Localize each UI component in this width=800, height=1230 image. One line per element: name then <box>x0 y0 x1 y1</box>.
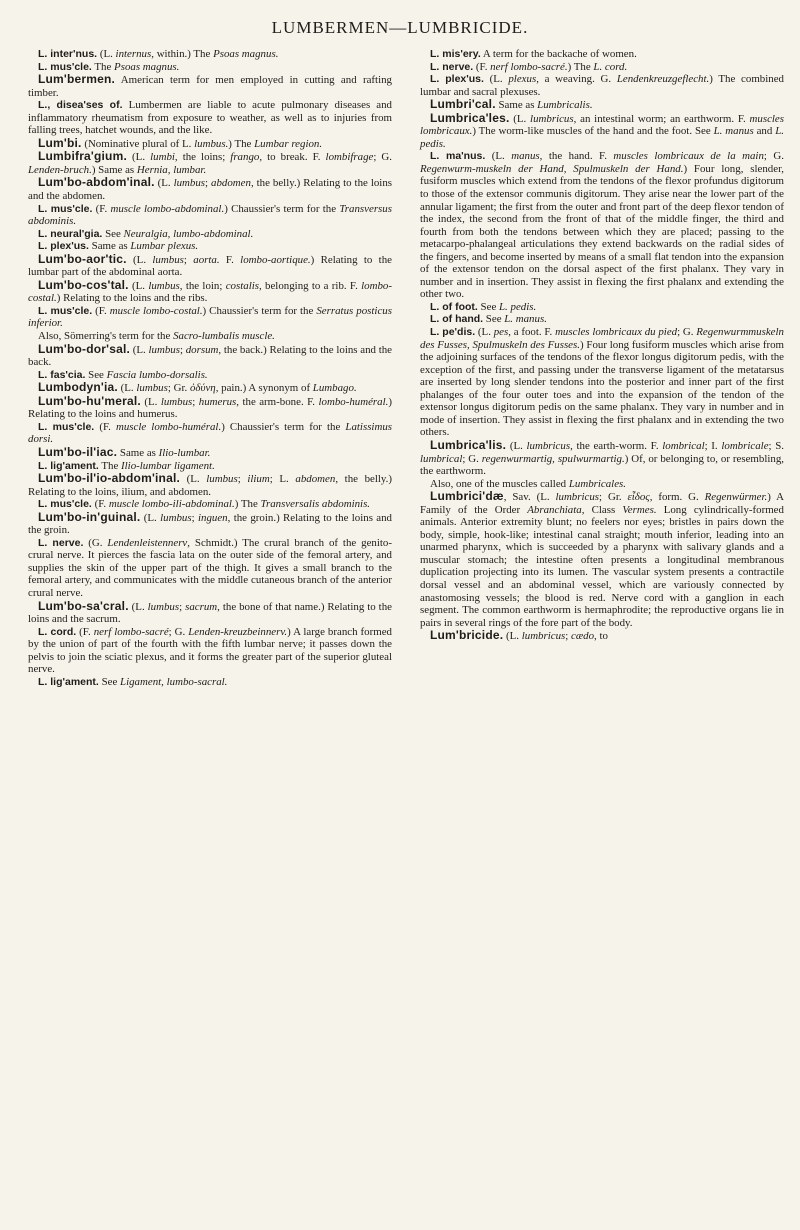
entry-italic: Lumbricales. <box>568 477 627 490</box>
entry-headword: Lum'bo-il'io-abdom'inal. <box>38 471 181 486</box>
entry-headword: Lumbodyn'ia. <box>38 380 118 395</box>
entry-italic: frango <box>230 151 260 164</box>
entry-subhead: L. mis'ery. <box>430 48 481 60</box>
entry-italic: Lumbago. <box>312 382 357 395</box>
entry-italic: Neuralgia, lumbo-abdominal. <box>123 227 254 240</box>
entry-text: , pain.) A synonym of <box>215 382 313 395</box>
entry-headword: Lum'bo-sa'cral. <box>38 598 129 613</box>
entry-italic: Lumbar region. <box>254 137 323 150</box>
dictionary-entry <box>28 48 392 61</box>
entry-text: (F. <box>94 420 116 433</box>
entry-text: , the groin.) Relating to the loins and the groin. <box>28 511 392 537</box>
entry-italic: L. manus <box>713 125 754 138</box>
dictionary-entry <box>28 305 392 330</box>
entry-text: ; G. <box>677 326 697 339</box>
dictionary-entry <box>28 228 392 241</box>
entry-italic: lumbus <box>152 253 184 266</box>
entry-subhead: L. ma'nus. <box>430 150 486 163</box>
entry-subhead: L. plex'us. <box>38 240 89 253</box>
entry-text: American term for men employed in cutting and rafting timber. <box>28 74 392 99</box>
entry-italic: muscle lombo-abdominal. <box>110 202 225 215</box>
entry-text: , the hand. F. <box>539 150 614 163</box>
entry-text: ) Relating to the lumbar part of the abdominal aorta. <box>28 253 392 279</box>
entry-italic: Lendenleistennerv <box>107 536 188 549</box>
dictionary-entry <box>28 176 392 202</box>
entry-text: , the back.) Relating to the loins and the back. <box>28 343 393 369</box>
entry-italic: Lendenkreuzgeflecht. <box>616 73 710 86</box>
dictionary-entry <box>28 446 392 460</box>
entry-italic: lombo-huméral. <box>318 395 389 408</box>
entry-text: (L. <box>485 150 512 163</box>
entry-text: ) The combined lumbar and sacral plexuses. <box>420 73 784 98</box>
entry-subhead: L. inter'nus. <box>38 48 98 60</box>
entry-text: See <box>102 227 124 240</box>
entry-text: (F. <box>91 498 109 511</box>
entry-italic: lumbricus <box>555 491 600 504</box>
dictionary-entry <box>28 381 392 395</box>
entry-text: Same as <box>117 446 159 459</box>
entry-italic: Ligament, lumbo-sacral. <box>120 675 228 688</box>
entry-italic: Fascia lumbo-dorsalis. <box>106 368 208 381</box>
entry-text: , the loin; <box>179 279 226 292</box>
entry-italic: Regenwurmmuskeln des Fusses, Spulmuskeln des Fusses. <box>420 326 784 351</box>
entry-italic: L. pedis. <box>499 300 537 313</box>
dictionary-entry <box>28 600 392 626</box>
entry-italic: muscles lombricaux. <box>420 112 784 138</box>
entry-text: See <box>477 300 499 313</box>
entry-italic: lombrical <box>662 439 705 452</box>
entry-text: Same as <box>88 240 131 253</box>
entry-italic: lumbus <box>160 511 192 524</box>
dictionary-entry <box>420 48 784 61</box>
entry-italic: muscle lombo-huméral. <box>115 420 222 433</box>
entry-subhead: L. nerve. <box>38 536 84 549</box>
entry-italic: L. pedis. <box>420 125 785 150</box>
entry-italic: Transversalis abdominis. <box>260 498 371 511</box>
entry-text: ; <box>237 473 248 486</box>
entry-italic: Regenwurm-muskeln der Hand, Spulmuskeln der Hand. <box>420 162 684 175</box>
entry-text: , the arm-bone. F. <box>236 395 319 408</box>
right-column <box>420 48 784 643</box>
entry-text: , a weaving. G. <box>536 73 617 86</box>
dictionary-entry <box>28 137 392 151</box>
entry-italic: Serratus posticus inferior. <box>28 304 392 330</box>
dictionary-entry <box>28 73 392 99</box>
entry-text: , Sav. (L. <box>503 491 556 504</box>
entry-headword: Lumbrica'les. <box>430 110 510 125</box>
entry-italic: lumbus <box>148 343 180 356</box>
entry-text: , a foot. F. <box>508 326 556 339</box>
entry-text: , belonging to a rib. F. <box>259 279 362 292</box>
entry-headword: Lumbrici'dæ <box>430 489 504 504</box>
entry-text: ; G. <box>763 150 784 163</box>
dictionary-entry <box>28 279 392 305</box>
entry-text: ) Relating to the loins and the ribs. <box>56 292 208 305</box>
entry-text: ; <box>179 600 186 613</box>
dictionary-entry <box>28 99 392 137</box>
entry-italic: lumbricus <box>521 630 566 643</box>
entry-italic: lumbricus <box>530 112 574 125</box>
entry-text: ) Four long, slender, fusiform muscles which extend from the tendons of the flexor profundus digitorum to those of the extensor communis digitorum. They arise near the lower part of the annular ligament; the first from the outer and front part of the deep flexor tendon of the index, the second from the front of that of the middle finger, the third and fourth from both the tendons between which they are placed; passing to the metacarpo-phalangeal articulations they extend backwards on the radial sides of the fingers, and become inserted by means of a small flat tendon into the expansion of the extensor tendon on the dorsal aspect of the first phalanx. They vary in number and in insertion. They assist in flexing the first phalanx and extending the other two. <box>420 162 784 301</box>
dictionary-entry <box>420 73 784 98</box>
dictionary-entry <box>28 253 392 279</box>
entry-text: See <box>483 313 505 326</box>
entry-text: A term for the backache of women. <box>480 48 637 60</box>
entry-text: See <box>85 368 107 381</box>
entry-italic: aorta. <box>193 253 220 266</box>
entry-italic: lumbus <box>148 279 180 292</box>
entry-italic: muscle lombo-costal. <box>109 304 203 317</box>
entry-italic: plexus <box>508 73 537 86</box>
dictionary-entry <box>420 112 784 151</box>
entry-headword: Lum'bo-hu'meral. <box>38 393 141 408</box>
entry-italic: Lenden-kreuzbeinnerv. <box>188 625 288 638</box>
entry-text: (L. <box>180 473 207 486</box>
entry-text: (L. <box>503 630 522 643</box>
entry-italic: manus <box>511 150 540 163</box>
entry-italic: cædo <box>571 630 595 643</box>
entry-subhead: L. of foot. <box>430 300 478 313</box>
entry-text: ; S. <box>768 439 785 452</box>
entry-headword: Lum'bo-il'iac. <box>38 444 118 459</box>
left-column <box>28 48 392 688</box>
entry-italic: Lenden-bruch. <box>28 163 92 176</box>
entry-subhead: L. cord. <box>38 625 77 638</box>
entry-italic: L. manus. <box>504 313 547 326</box>
entry-text: ; <box>183 253 194 266</box>
entry-text: (F. <box>76 625 94 638</box>
entry-subhead: L. fas'cia. <box>38 368 86 381</box>
entry-text: (L. <box>140 511 161 524</box>
entry-italic: Sacro-lumbalis muscle. <box>173 330 275 343</box>
entry-text: ) Relating to the loins and humerus. <box>28 395 392 421</box>
dictionary-entry <box>420 326 784 439</box>
entry-text: Same as <box>495 99 538 112</box>
dictionary-entry <box>420 98 784 112</box>
entry-text: , Schmidt.) The crural branch of the genito-crural nerve. It pierces the fascia lata on the outer side of the femoral artery, and supplies the skin of the upper part of the thigh. It gives a small branch to the femoral artery, and communicates with the middle cutaneous branch of the anterior crural nerve. <box>28 536 392 599</box>
entry-text: ) The <box>228 137 255 150</box>
entry-italic: Ilio-lumbar. <box>158 446 211 459</box>
entry-text: ) The worm-like muscles of the hand and the foot. See <box>472 125 714 138</box>
entry-italic: lumbus <box>136 382 168 395</box>
entry-text: (L. <box>509 112 531 125</box>
entry-italic: Transversus abdominis. <box>28 202 392 228</box>
entry-subhead: L. mus'cle. <box>38 60 92 73</box>
entry-italic: lombo-aortique. <box>240 253 311 266</box>
entry-text: , form. G. <box>649 491 705 504</box>
entry-text: ) The <box>234 498 261 511</box>
entry-text: (L. <box>126 253 153 266</box>
entry-text: (L. <box>483 73 509 86</box>
entry-italic: regenwurmartig, spulwurmartig. <box>481 452 625 465</box>
dictionary-entry <box>28 626 392 676</box>
entry-headword: Lumbri'cal. <box>430 97 496 112</box>
entry-text: , the loins; <box>174 151 231 164</box>
entry-text: ; <box>179 343 186 356</box>
entry-headword: Lum'bo-abdom'inal. <box>38 175 155 190</box>
entry-text: (L. <box>475 326 494 339</box>
dictionary-entry <box>420 301 784 314</box>
entry-italic: sacrum <box>185 600 218 613</box>
entry-italic: lombo-costal. <box>28 279 392 305</box>
entry-subhead: L. pe'dis. <box>430 326 476 339</box>
dictionary-entry <box>28 676 392 689</box>
entry-text: ; <box>192 395 199 408</box>
entry-italic: Abranchiata <box>527 503 582 516</box>
entry-italic: εἶδος <box>627 491 650 504</box>
entry-headword: Lum'bo-dor'sal. <box>38 341 131 356</box>
entry-text: (Nominative plural of L. <box>81 137 195 150</box>
entry-text: ) Chaussier's term for the <box>224 202 340 215</box>
entry-italic: abdomen <box>295 473 336 486</box>
entry-text: (L. <box>127 151 151 164</box>
entry-italic: lumbus. <box>194 137 229 150</box>
entry-italic: lumbricus <box>526 439 571 452</box>
entry-italic: lumbus <box>160 395 193 408</box>
entry-text: ; G. <box>462 452 482 465</box>
entry-subhead: L. neural'gia. <box>38 227 103 240</box>
entry-italic: Ilio-lumbar ligament. <box>121 459 215 472</box>
entry-italic: costalis <box>225 279 259 292</box>
entry-text: (L. <box>140 395 161 408</box>
entry-headword: Lum'bo-in'guinal. <box>38 509 141 524</box>
dictionary-entry <box>28 511 392 537</box>
entry-subhead: L., disea'ses of. <box>38 99 123 112</box>
entry-italic: humerus <box>198 395 237 408</box>
entry-italic: Lumbar plexus. <box>130 240 199 253</box>
entry-italic: internus <box>115 48 152 60</box>
entry-subhead: L. of hand. <box>430 313 484 326</box>
entry-italic: pes <box>493 326 509 339</box>
entry-text: (L. <box>130 343 149 356</box>
dictionary-entry <box>420 61 784 74</box>
entry-headword: Lumbifra'gium. <box>38 149 127 164</box>
entry-text: ; I. <box>704 439 722 452</box>
running-header: LUMBERMEN—LUMBRICIDE. <box>271 18 529 37</box>
entry-text: ) Same as <box>91 163 137 176</box>
dictionary-entry <box>28 343 392 369</box>
entry-text: ) Of, or belonging to, or resembling, the earthworm. <box>420 452 784 478</box>
entry-subhead: L. mus'cle. <box>38 498 92 511</box>
entry-italic: Hernia, lumbar. <box>136 163 207 176</box>
dictionary-entry <box>28 203 392 228</box>
dictionary-entry <box>420 313 784 326</box>
entry-text: ; G. <box>373 151 393 164</box>
entry-text: ) Chaussier's term for the <box>221 420 346 433</box>
entry-italic: lumbus <box>206 473 238 486</box>
entry-text: , to break. F. <box>259 151 326 164</box>
entry-italic: lumbi <box>150 151 175 164</box>
entry-subhead: L. nerve. <box>430 60 474 73</box>
entry-subhead: L. mus'cle. <box>38 202 93 215</box>
entry-text: Also, Sömerring's term for the <box>38 330 174 343</box>
entry-italic: nerf lombo-sacré. <box>490 60 568 73</box>
entry-headword: Lum'bo-aor'tic. <box>38 251 127 266</box>
entry-subhead: L. lig'ament. <box>38 675 99 688</box>
entry-italic: L. cord. <box>593 60 628 73</box>
dictionary-entry <box>420 439 784 478</box>
dictionary-entry <box>28 537 392 600</box>
entry-text: ; L. <box>269 473 296 486</box>
entry-text: (L. <box>97 48 116 60</box>
entry-subhead: L. lig'ament. <box>38 459 99 472</box>
entry-italic: lumbus <box>147 600 180 613</box>
entry-text: ; <box>205 177 212 190</box>
entry-text: ) Chaussier's term for the <box>202 304 317 317</box>
entry-text: , the bone of that name.) Relating to the loins and the sacrum. <box>28 600 392 626</box>
entry-italic: muscle lombo-ili-abdominal. <box>108 498 235 511</box>
entry-text: (F. <box>92 202 111 215</box>
entry-text: , within.) The <box>151 48 214 60</box>
entry-italic: Latissimus dorsi. <box>28 420 393 446</box>
entry-text: F. <box>219 253 241 266</box>
entry-italic: lombricale <box>721 439 769 452</box>
entry-text: ) A large branch formed by the union of part of the fourth with the fifth lumbar nerve; it passes down the pelvis to join the sciatic plexus, and it forms the greater part of the superior gluteal nerve. <box>28 625 392 676</box>
entry-text: (L. <box>128 600 148 613</box>
entry-text: , the earth-worm. F. <box>570 439 663 452</box>
entry-text: , to <box>594 630 608 643</box>
entry-text: See <box>98 675 121 688</box>
entry-text: , an intestinal worm; an earthworm. F. <box>573 112 750 125</box>
entry-headword: Lum'bo-cos'tal. <box>38 277 129 292</box>
entry-text: (G. <box>83 536 108 549</box>
entry-text: and <box>753 125 776 138</box>
entry-subhead: L. plex'us. <box>430 73 484 86</box>
entry-italic: Regenwürmer. <box>704 491 768 504</box>
entry-italic: Vermes. <box>622 503 657 516</box>
entry-text: ; Gr. <box>599 491 628 504</box>
entry-text: ; G. <box>168 625 189 638</box>
dictionary-entry <box>28 421 392 446</box>
entry-text: The <box>98 459 122 472</box>
entry-italic: inguen <box>197 511 228 524</box>
entry-text: (L. <box>506 439 527 452</box>
entry-italic: nerf lombo-sacré <box>93 625 169 638</box>
entry-italic: ὀδύνη <box>189 382 216 395</box>
entry-subhead: L. mus'cle. <box>38 304 93 317</box>
entry-headword: Lum'bi. <box>38 135 82 150</box>
entry-text: The <box>91 60 115 73</box>
entry-italic: Psoas magnus. <box>213 48 279 60</box>
entry-text: , the belly.) Relating to the loins and the abdomen. <box>28 177 392 203</box>
entry-text: (F. <box>92 304 110 317</box>
entry-text: ; <box>191 511 198 524</box>
entry-text: Long cylindrically-formed animals. Anterior extremity blunt; no feelers nor eyes; bristles in pairs down the body, simple, hook-like; intestinal canal straight; mouth inferior, leading into an unarmed pharynx, which is succeeded by a pharynx with salivary glands and a muscular stomach; the intestine often presents a longitudinal membranous duplication projecting into its lumen. The vascular system presents a contractile dorsal vessel and an abdominal vessel, which are variously connected by anastomosing vessels; the blood is red. Nerve cord with a ganglion in each segment. The common earthworm is hermaphrodite; the reproductive organs lie in pairs in several rings of the fore part of the body. <box>420 503 784 629</box>
entry-italic: muscles lombricaux de la main <box>613 150 764 163</box>
dictionary-entry <box>28 472 392 498</box>
entry-text: ; Gr. <box>167 382 190 395</box>
entry-text: ) A Family of the Order <box>420 491 784 516</box>
entry-italic: ilium <box>247 473 270 486</box>
dictionary-entry <box>420 490 784 629</box>
entry-text: (L. <box>128 279 149 292</box>
dictionary-entry <box>420 629 784 643</box>
entry-text: ) The <box>567 60 594 73</box>
entry-text: ) Four long fusiform muscles which arise from the adjoining surfaces of the tendons of the flexor longus digitorum pedis, with the exception of the first, and passing under the transverse ligament of the metatarsus are inserted by long slender tendons into the posterior and inner part of the first phalanges of the four outer toes and into the expansion of the tendon of the extensor longus digitorum pedis on the same phalanx. They vary in number and in mode of insertion. They assist in flexing the first phalanx and in extending the two others. <box>420 338 784 439</box>
entry-italic: Psoas magnus. <box>114 60 180 73</box>
entry-text: Lumbermen are liable to acute pulmonary diseases and inflammatory rheumatism from exposure to weather, as well as to injuries from falling trees, hatchet wounds, and the like. <box>28 99 392 137</box>
entry-italic: lumbus <box>173 177 206 190</box>
entry-headword: Lum'bricide. <box>430 628 504 643</box>
dictionary-entry <box>28 395 392 421</box>
entry-italic: Lumbricalis. <box>537 99 593 112</box>
entry-text: (L. <box>117 382 137 395</box>
entry-italic: abdomen <box>211 177 251 190</box>
entry-headword: Lum'bermen. <box>38 72 116 87</box>
entry-headword: Lumbrica'lis. <box>430 437 507 452</box>
entry-italic: lombifrage <box>325 151 374 164</box>
dictionary-entry <box>28 150 392 176</box>
entry-subhead: L. mus'cle. <box>38 420 95 433</box>
dictionary-entry <box>420 150 784 301</box>
entry-italic: lumbrical <box>420 452 463 465</box>
entry-text: ; <box>565 630 572 643</box>
entry-italic: dorsum <box>185 343 219 356</box>
entry-text: (L. <box>154 177 174 190</box>
entry-text: (F. <box>473 60 491 73</box>
entry-italic: muscles lombricaux du pied <box>555 326 678 339</box>
entry-text: Also, one of the muscles called <box>430 477 569 490</box>
entry-text: , the belly.) Relating to the loins, ilium, and abdomen. <box>28 473 392 498</box>
entry-text: , Class <box>581 503 623 516</box>
